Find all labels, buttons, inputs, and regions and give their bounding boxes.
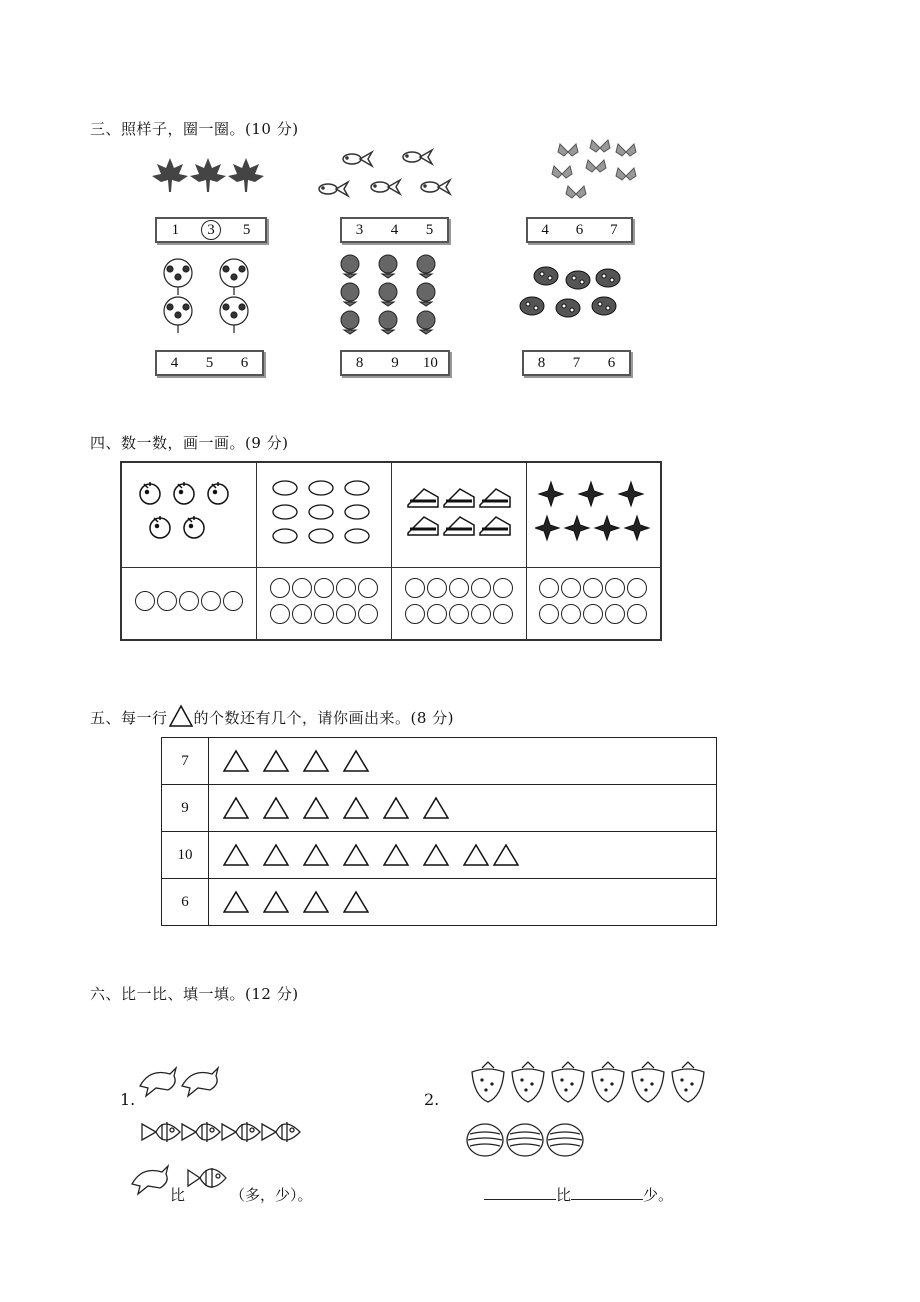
option-number[interactable]: 4 (390, 222, 399, 238)
option-number[interactable]: 8 (537, 355, 546, 371)
target-number: 10 (162, 832, 209, 879)
options-box-maple (155, 217, 267, 243)
triangle-icon (263, 796, 289, 820)
triangle-row (162, 879, 717, 926)
answer-circle[interactable] (561, 578, 581, 598)
answer-blank[interactable] (571, 1185, 643, 1200)
answer-circle[interactable] (292, 604, 312, 624)
triangle-drawing-area[interactable] (209, 832, 717, 879)
answer-circle[interactable] (358, 578, 378, 598)
triangle-icon (343, 796, 369, 820)
answer-circle[interactable] (135, 591, 155, 611)
choice-text[interactable]: （多，少）。 (230, 1186, 313, 1204)
triangle-row (162, 832, 717, 879)
triangle-icon (223, 796, 249, 820)
triangle-icon (303, 843, 329, 867)
triangle-icon (463, 843, 489, 867)
circles-cell-stars (526, 567, 661, 640)
answer-circle[interactable] (627, 604, 647, 624)
triangle-icon (223, 749, 249, 773)
count-draw-table (120, 461, 662, 641)
answer-circle[interactable] (405, 604, 425, 624)
end-text: 少。 (643, 1186, 674, 1204)
answer-circle[interactable] (583, 604, 603, 624)
cakes-picture (404, 483, 514, 543)
answer-circle[interactable] (493, 578, 513, 598)
fish-icon (186, 1160, 230, 1200)
answer-circle[interactable] (627, 578, 647, 598)
fill-sentence-2 (484, 1184, 673, 1205)
answer-circle[interactable] (427, 604, 447, 624)
triangle-drawing-area[interactable] (209, 879, 717, 926)
section5-heading (90, 704, 454, 728)
triangle-icon (383, 796, 409, 820)
triangle-icon (303, 796, 329, 820)
triangle-icon (223, 890, 249, 914)
stars-cell (526, 462, 661, 567)
option-number[interactable]: 5 (425, 222, 434, 238)
answer-circle[interactable] (314, 578, 334, 598)
triangle-icon (493, 843, 519, 867)
answer-circle[interactable] (427, 578, 447, 598)
option-number[interactable]: 9 (391, 355, 399, 371)
chicks-picture (134, 478, 244, 548)
section5-heading-before: 五、每一行 (90, 709, 168, 727)
answer-circle[interactable] (358, 604, 378, 624)
question-1-label: 1. (120, 1090, 136, 1109)
triangle-icon (303, 890, 329, 914)
triangle-icon (223, 843, 249, 867)
option-number[interactable]: 8 (355, 355, 364, 371)
answer-circle[interactable] (471, 578, 491, 598)
question-2-label: 2. (424, 1090, 440, 1109)
answer-circle[interactable] (292, 578, 312, 598)
triangle-row (162, 785, 717, 832)
answer-circle[interactable] (493, 604, 513, 624)
answer-circle[interactable] (561, 604, 581, 624)
answer-circle[interactable] (223, 591, 243, 611)
answer-circle[interactable] (179, 591, 199, 611)
lemons-picture (269, 478, 379, 548)
answer-circle[interactable] (583, 578, 603, 598)
maple-leaves-picture (150, 150, 268, 200)
triangle-icon (263, 749, 289, 773)
answer-circle[interactable] (539, 604, 559, 624)
answer-circle[interactable] (605, 578, 625, 598)
answer-circle[interactable] (270, 578, 290, 598)
answer-circle[interactable] (336, 604, 356, 624)
lemons-cell (256, 462, 391, 567)
fish-picture (140, 1112, 308, 1158)
triangle-icon (423, 796, 449, 820)
options-box-flowers (340, 350, 450, 376)
triangle-icon (263, 843, 289, 867)
section5-heading-after: 的个数还有几个，请你画出来。(8 分) (193, 709, 455, 727)
ladybugs-picture (516, 262, 630, 328)
option-number[interactable]: 4 (170, 355, 179, 371)
option-number[interactable]: 6 (240, 355, 249, 371)
triangle-icon (343, 749, 369, 773)
triangle-icon (303, 749, 329, 773)
answer-blank[interactable] (484, 1185, 556, 1200)
peacocks-picture (150, 255, 270, 337)
flowers-picture (334, 250, 446, 338)
watermelons-picture (464, 1120, 592, 1160)
triangle-icon (343, 843, 369, 867)
butterflies-picture (546, 136, 646, 206)
target-number: 7 (162, 738, 209, 785)
triangle-table (161, 737, 717, 926)
options-box-ladybugs (522, 350, 631, 376)
option-number[interactable]: 1 (171, 222, 180, 238)
compare-word-2: 比 (556, 1186, 572, 1204)
stars-picture (535, 480, 651, 546)
answer-circle[interactable] (157, 591, 177, 611)
option-number[interactable]: 10 (422, 355, 438, 371)
answer-circle[interactable] (270, 604, 290, 624)
answer-circle[interactable] (405, 578, 425, 598)
compare-word-1: 比 (170, 1186, 186, 1204)
dolphin-icon (128, 1164, 172, 1200)
option-number[interactable]: 5 (205, 355, 214, 371)
circles-cell-lemons (256, 567, 391, 640)
section3-heading: 三、照样子，圈一圈。(10 分) (90, 120, 299, 138)
option-number[interactable]: 7 (610, 222, 618, 238)
answer-circle[interactable] (336, 578, 356, 598)
section6-heading: 六、比一比、填一填。(12 分) (90, 985, 299, 1003)
option-number[interactable]: 5 (242, 222, 251, 238)
answer-circle[interactable] (201, 591, 221, 611)
answer-circle[interactable] (314, 604, 334, 624)
option-number[interactable]: 6 (607, 355, 616, 371)
option-number[interactable]: 4 (541, 222, 549, 238)
answer-circle[interactable] (471, 604, 491, 624)
triangle-drawing-area[interactable] (209, 738, 717, 785)
section4-heading: 四、数一数，画一画。(9 分) (90, 434, 289, 452)
options-box-goldfish (340, 217, 449, 243)
option-number[interactable]: 7 (572, 355, 581, 371)
options-box-peacocks (155, 350, 264, 376)
dolphins-picture (136, 1062, 226, 1106)
triangle-icon (423, 843, 449, 867)
circles-cell-cakes (391, 567, 526, 640)
triangle-icon (169, 704, 193, 728)
target-number: 9 (162, 785, 209, 832)
chicks-cell (121, 462, 256, 567)
target-number: 6 (162, 879, 209, 926)
strawberries-picture (466, 1060, 712, 1106)
options-box-butterflies (526, 217, 633, 243)
triangle-icon (383, 843, 409, 867)
triangle-icon (343, 890, 369, 914)
answer-circle[interactable] (449, 604, 469, 624)
cakes-cell (391, 462, 526, 567)
goldfish-picture (312, 142, 462, 204)
option-number[interactable]: 6 (575, 222, 584, 238)
option-number[interactable]: 3 (355, 222, 364, 238)
answer-circle[interactable] (449, 578, 469, 598)
triangle-row (162, 738, 717, 785)
circles-cell-chicks (121, 567, 256, 640)
answer-circle[interactable] (539, 578, 559, 598)
triangle-icon (263, 890, 289, 914)
answer-circle[interactable] (605, 604, 625, 624)
triangle-drawing-area[interactable] (209, 785, 717, 832)
option-number-circled[interactable]: 3 (201, 220, 221, 240)
